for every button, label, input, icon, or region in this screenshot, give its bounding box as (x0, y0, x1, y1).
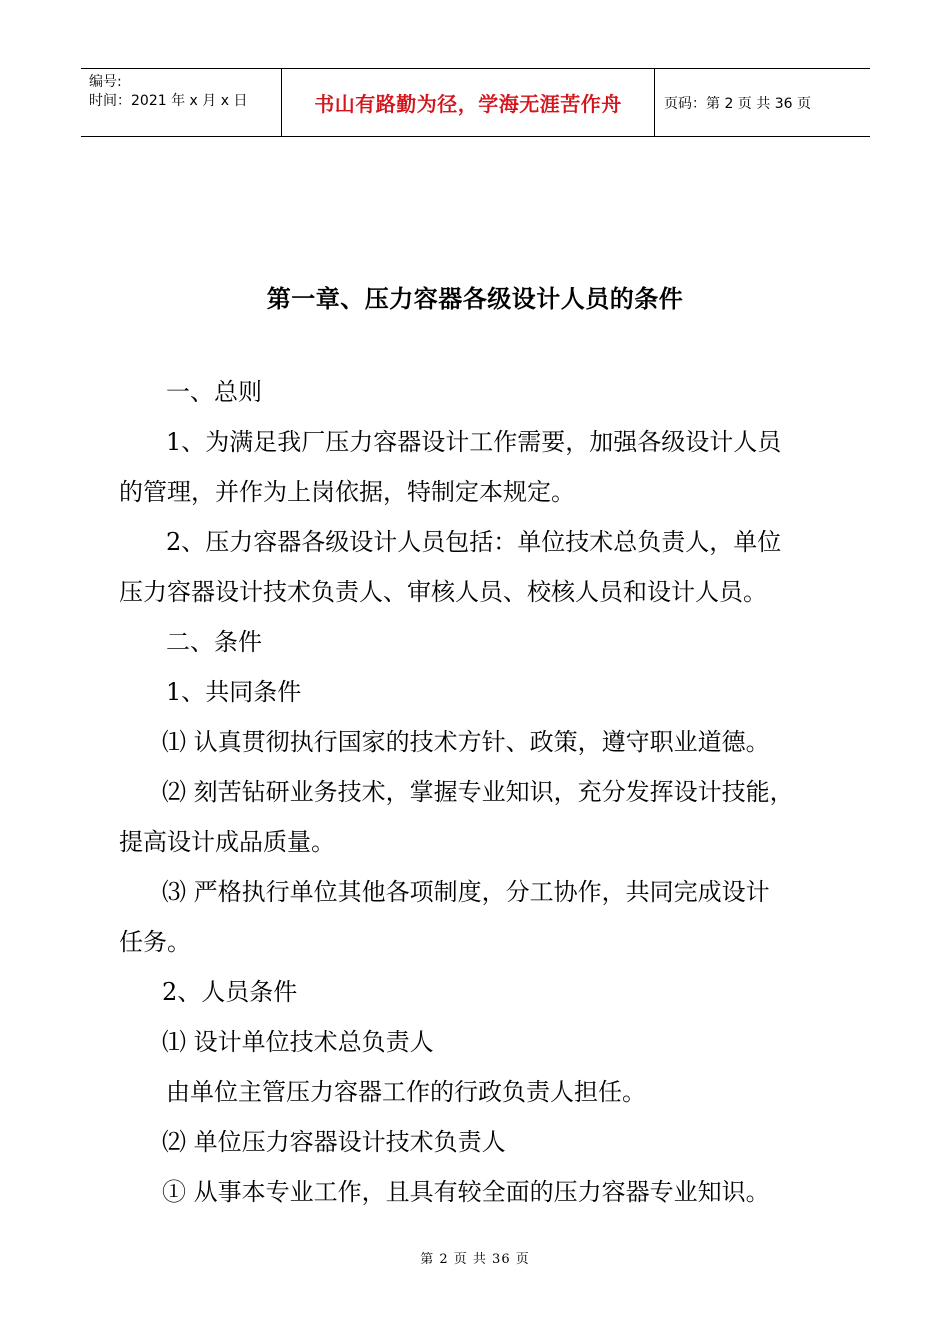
page-footer: 第 2 页 共 36 页 (420, 1252, 530, 1267)
paragraph-line: 1、为满足我厂压力容器设计工作需要，加强各级设计人员 (166, 428, 782, 456)
section-heading: 一、总则 (166, 378, 262, 406)
list-item: ① 从事本专业工作，且具有较全面的压力容器专业知识。 (162, 1178, 770, 1206)
number-label: 编号: (89, 74, 122, 90)
time-label: 时间：2021 年 x 月 x 日 (89, 93, 248, 109)
paragraph-line: 2、压力容器各级设计人员包括：单位技术总负责人，单位 (166, 528, 782, 556)
subsection-heading: 1、共同条件 (166, 678, 302, 706)
chapter-title: 第一章、压力容器各级设计人员的条件 (266, 285, 684, 313)
header-meta-cell (81, 69, 282, 136)
paragraph-line: 任务。 (119, 928, 191, 956)
list-item: ⑵ 刻苦钻研业务技术，掌握专业知识，充分发挥设计技能， (162, 778, 794, 806)
header-table (81, 68, 870, 137)
list-item: ⑴ 认真贯彻执行国家的技术方针、政策，遵守职业道德。 (162, 728, 770, 756)
section-heading: 二、条件 (166, 628, 262, 656)
list-item: ⑶ 严格执行单位其他各项制度，分工协作，共同完成设计 (162, 878, 770, 906)
motto: 书山有路勤为径，学海无涯苦作舟 (282, 69, 655, 136)
page-code: 页码：第 2 页 共 36 页 (664, 95, 811, 112)
paragraph-line: 的管理，并作为上岗依据，特制定本规定。 (119, 478, 575, 506)
subsection-heading: 2、人员条件 (162, 978, 298, 1006)
list-item: ⑵ 单位压力容器设计技术负责人 (162, 1128, 506, 1156)
paragraph-line: 压力容器设计技术负责人、审核人员、校核人员和设计人员。 (119, 578, 767, 606)
list-item: ⑴ 设计单位技术总负责人 (162, 1028, 434, 1056)
paragraph-line: 提高设计成品质量。 (119, 828, 335, 856)
paragraph-line: 由单位主管压力容器工作的行政负责人担任。 (166, 1078, 646, 1106)
